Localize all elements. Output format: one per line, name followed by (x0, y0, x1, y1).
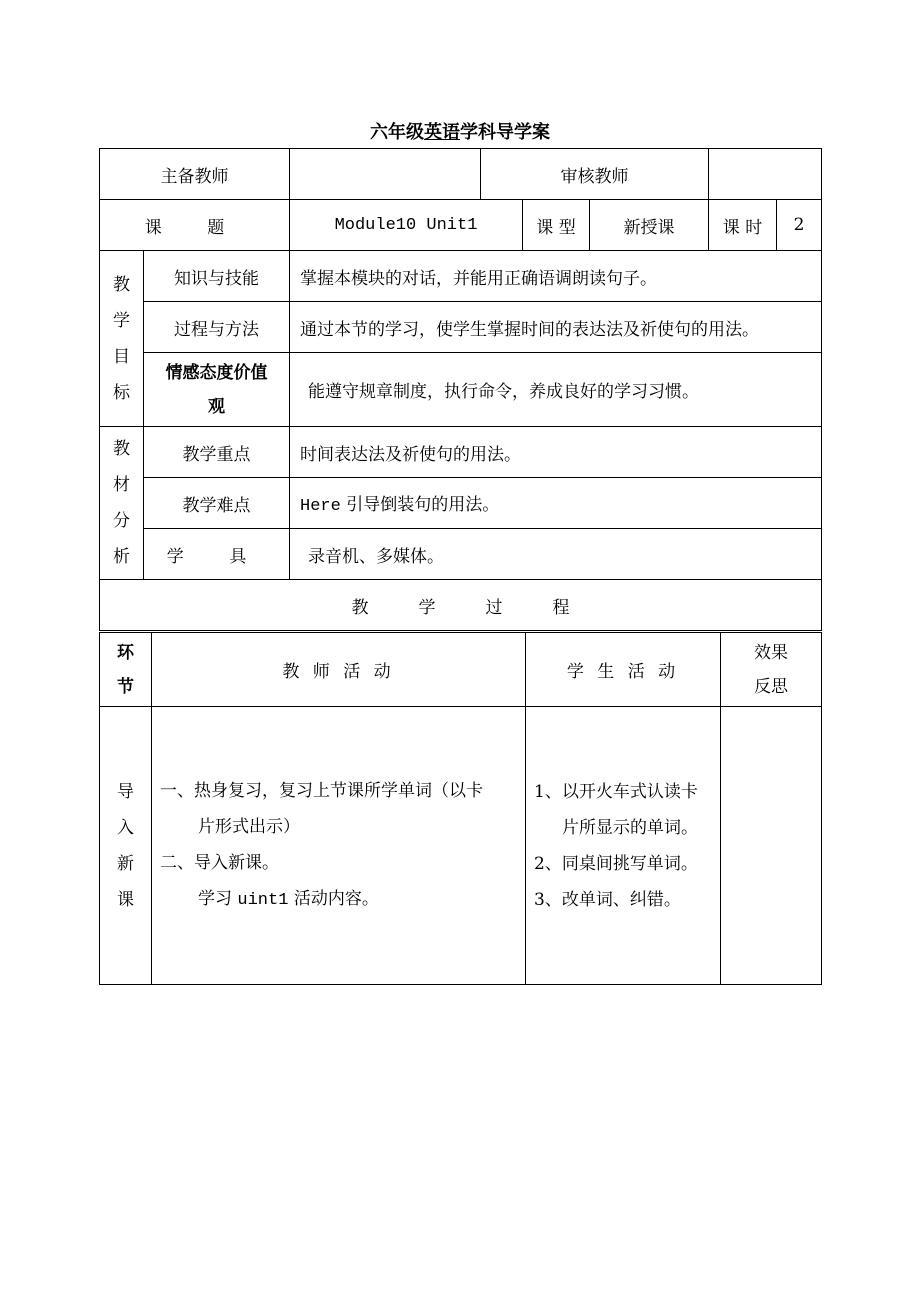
knowledge-skill-content: 掌握本模块的对话，并能用正确语调朗读句子。 (290, 251, 822, 302)
tools-label: 学 具 (144, 529, 290, 580)
knowledge-skill-label: 知识与技能 (144, 251, 290, 302)
reviewer-value (709, 149, 822, 200)
key-point-content: 时间表达法及祈使句的用法。 (290, 427, 822, 478)
lead-teacher-label: 主备教师 (100, 149, 290, 200)
type-label: 课 型 (523, 200, 590, 251)
type-value: 新授课 (590, 200, 709, 251)
period-value: 2 (777, 200, 822, 251)
reflection-header: 效果 反思 (721, 633, 822, 707)
reviewer-label: 审核教师 (481, 149, 709, 200)
student-line: 2、同桌间挑写单词。 (534, 853, 698, 874)
teacher-line: 二、导入新课。 (160, 852, 279, 873)
reflection-cell (721, 707, 822, 985)
attitude-values-content: 能遵守规章制度，执行命令，养成良好的学习习惯。 (290, 353, 822, 427)
student-activity-content (526, 707, 721, 985)
difficulty-label: 教学难点 (144, 478, 290, 529)
stage-cell: 导 入 新 课 (100, 707, 152, 985)
objectives-label: 教 学 目 标 (100, 251, 144, 427)
lesson-info-table (99, 148, 822, 631)
student-line: 1、以开火车式认读卡 (534, 781, 698, 802)
process-method-label: 过程与方法 (144, 302, 290, 353)
teacher-activity-header: 教 师 活 动 (152, 633, 526, 707)
teacher-activity-content (152, 707, 526, 985)
difficulty-content: Here 引导倒装句的用法。 (290, 478, 822, 529)
student-line: 3、改单词、纠错。 (534, 889, 681, 910)
process-table (99, 632, 822, 985)
page-title: 六年级英语学科导学案 (370, 122, 550, 143)
period-label: 课 时 (709, 200, 777, 251)
teacher-line: 学习 uint1 活动内容。 (198, 888, 379, 910)
student-line: 片所显示的单词。 (562, 817, 698, 838)
process-heading: 教学过程 (100, 580, 822, 631)
topic-value: Module10 Unit1 (290, 200, 523, 251)
student-activity-header: 学 生 活 动 (526, 633, 721, 707)
topic-label: 课 题 (100, 200, 290, 251)
key-point-label: 教学重点 (144, 427, 290, 478)
tools-content: 录音机、多媒体。 (290, 529, 822, 580)
teacher-line: 片形式出示） (198, 816, 300, 837)
attitude-values-label: 情感态度价值 观 (144, 353, 290, 427)
lead-teacher-value (290, 149, 481, 200)
process-method-content: 通过本节的学习，使学生掌握时间的表达法及祈使句的用法。 (290, 302, 822, 353)
analysis-label: 教 材 分 析 (100, 427, 144, 580)
stage-column-header: 环 节 (100, 633, 152, 707)
teacher-line: 一、热身复习，复习上节课所学单词（以卡 (160, 780, 483, 801)
